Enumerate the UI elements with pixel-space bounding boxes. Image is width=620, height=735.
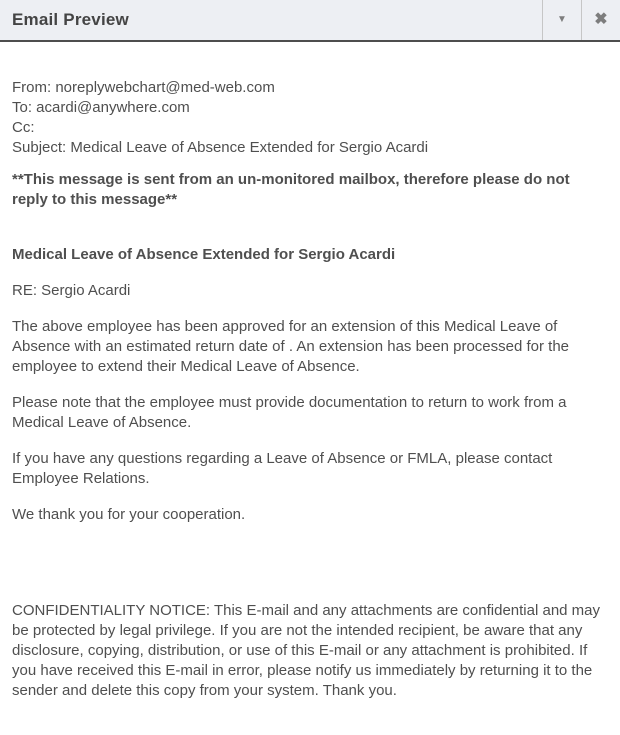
- email-cc-line: Cc:: [12, 119, 35, 136]
- email-from-line: From: noreplywebchart@med-web.com: [12, 79, 275, 96]
- email-preview-content: [0, 42, 620, 735]
- email-to-line: To: acardi@anywhere.com: [12, 99, 190, 116]
- email-subject-line: Subject: Medical Leave of Absence Extended for Sergio Acardi: [12, 139, 429, 156]
- email-body-heading: Medical Leave of Absence Extended for Sergio Acardi: [12, 246, 396, 263]
- dialog-title: Email Preview: [12, 10, 129, 29]
- collapse-button[interactable]: [542, 0, 581, 40]
- re-line: RE: Sergio Acardi: [12, 282, 131, 299]
- unmonitored-mailbox-warning: **This message is sent from an un-monitored mailbox, therefore please do not reply to this message**: [12, 171, 570, 208]
- email-headers: [12, 78, 608, 158]
- confidentiality-notice: CONFIDENTIALITY NOTICE: This E-mail and any attachments are confidential and may be protected by legal privilege. If you are not the intended recipient, be aware that any disclosure, copying, distribution, or use of this E-mail or any attachment is prohibited. If you have received this E-mail in error, please notify us immediately by returning it to the sender and delete this copy from your system. Thank you.: [12, 602, 601, 699]
- close-icon: ✖: [594, 11, 608, 28]
- body-paragraph-approval: The above employee has been approved for an extension of this Medical Leave of Absence with an estimated return date of . An extension has been processed for the employee to extend their Medical Leave of Absence.: [12, 318, 570, 375]
- close-button[interactable]: [581, 0, 620, 40]
- body-paragraph-questions: If you have any questions regarding a Leave of Absence or FMLA, please contact Employee Relations.: [12, 450, 553, 487]
- body-paragraph-documentation: Please note that the employee must provide documentation to return to work from a Medical Leave of Absence.: [12, 394, 567, 431]
- closing-line: We thank you for your cooperation.: [12, 506, 246, 523]
- chevron-down-icon: ▼: [557, 14, 567, 25]
- dialog-titlebar: [0, 0, 620, 42]
